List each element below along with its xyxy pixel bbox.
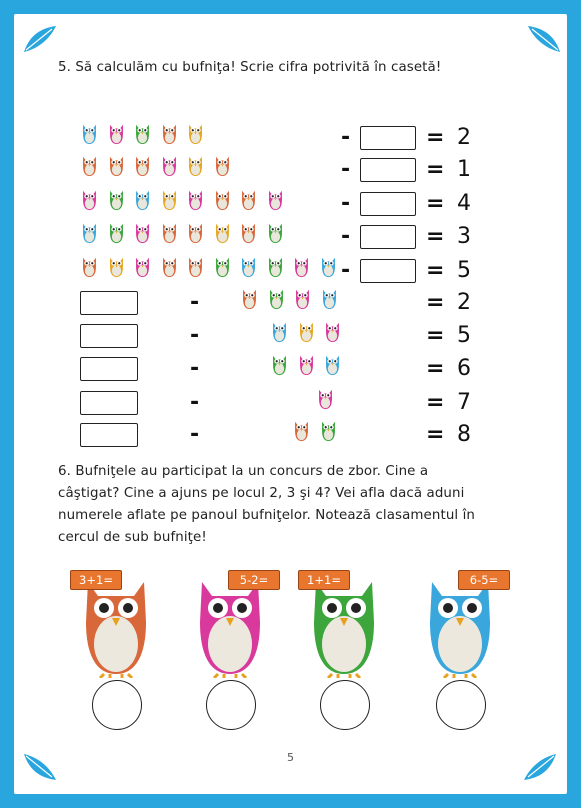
owl-icon — [80, 220, 99, 244]
owl-icon — [160, 153, 179, 177]
answer-box[interactable] — [80, 324, 138, 348]
owl-icon — [213, 153, 232, 177]
minus-sign: - — [190, 422, 200, 447]
owl-icon — [297, 319, 316, 343]
owl-icon — [239, 220, 258, 244]
equals-sign: = — [426, 323, 445, 348]
result-number: 1 — [457, 157, 471, 182]
answer-box[interactable] — [360, 126, 416, 150]
owl-icon — [270, 319, 289, 343]
result-number: 8 — [457, 422, 471, 447]
owl-icon — [133, 121, 152, 145]
owl-icon — [133, 254, 152, 278]
equals-sign: = — [426, 157, 445, 182]
owl-icon — [186, 187, 205, 211]
owl-icon — [320, 286, 339, 310]
owl-icon — [160, 121, 179, 145]
owl-icon — [266, 254, 285, 278]
answer-box[interactable] — [360, 259, 416, 283]
owl-icon — [240, 286, 259, 310]
owl-icon — [107, 121, 126, 145]
owl-icon — [160, 220, 179, 244]
owl-icon — [186, 153, 205, 177]
result-number: 2 — [457, 290, 471, 315]
owl-icon — [213, 220, 232, 244]
owl-icon — [107, 220, 126, 244]
owl-icon — [267, 286, 286, 310]
owl-icon — [270, 352, 289, 376]
math-sign: 1+1= — [298, 570, 350, 590]
minus-sign: - — [190, 323, 200, 348]
equals-sign: = — [426, 191, 445, 216]
equals-sign: = — [426, 422, 445, 447]
minus-sign: - — [341, 157, 351, 182]
owl-icon — [266, 187, 285, 211]
result-number: 4 — [457, 191, 471, 216]
owl-icon — [133, 220, 152, 244]
owl-icon — [293, 286, 312, 310]
answer-circle[interactable] — [206, 680, 256, 730]
owl-icon — [239, 254, 258, 278]
minus-sign: - — [341, 224, 351, 249]
owl-icon — [186, 121, 205, 145]
owl-icon — [107, 153, 126, 177]
page-number: 5 — [287, 751, 294, 764]
owl-icon — [160, 254, 179, 278]
math-sign: 5-2= — [228, 570, 280, 590]
owl-icon — [239, 187, 258, 211]
answer-box[interactable] — [360, 158, 416, 182]
equals-sign: = — [426, 125, 445, 150]
owl-icon — [80, 254, 99, 278]
owl-icon — [133, 187, 152, 211]
minus-sign: - — [190, 290, 200, 315]
minus-sign: - — [341, 258, 351, 283]
answer-box[interactable] — [80, 357, 138, 381]
leaf-decoration-icon — [22, 24, 58, 54]
owl-icon — [266, 220, 285, 244]
owl-icon — [323, 352, 342, 376]
owl-icon — [80, 153, 99, 177]
owl-icon — [213, 187, 232, 211]
owl-icon — [186, 220, 205, 244]
owl-icon — [186, 254, 205, 278]
owl-icon — [133, 153, 152, 177]
owl-icon — [107, 187, 126, 211]
equals-sign: = — [426, 258, 445, 283]
answer-box[interactable] — [360, 225, 416, 249]
owl-icon — [213, 254, 232, 278]
owl-icon — [80, 187, 99, 211]
task6-title-line: 6. Bufniţele au participat la un concurs de zbor. Cine a — [58, 464, 429, 479]
answer-box[interactable] — [80, 391, 138, 415]
result-number: 5 — [457, 258, 471, 283]
minus-sign: - — [190, 390, 200, 415]
leaf-decoration-icon — [526, 24, 562, 54]
minus-sign: - — [341, 125, 351, 150]
answer-circle[interactable] — [436, 680, 486, 730]
result-number: 7 — [457, 390, 471, 415]
result-number: 2 — [457, 125, 471, 150]
minus-sign: - — [341, 191, 351, 216]
equals-sign: = — [426, 390, 445, 415]
task6-title-line: numerele aflate pe panoul bufniţelor. Notează clasamentul în — [58, 508, 476, 523]
minus-sign: - — [190, 356, 200, 381]
result-number: 3 — [457, 224, 471, 249]
owl-icon — [80, 121, 99, 145]
math-sign: 6-5= — [458, 570, 510, 590]
task5-title: 5. Să calculăm cu bufniţa! Scrie cifra potrivită în casetă! — [58, 60, 442, 75]
answer-box[interactable] — [80, 423, 138, 447]
equals-sign: = — [426, 356, 445, 381]
result-number: 6 — [457, 356, 471, 381]
owl-icon — [319, 254, 338, 278]
equals-sign: = — [426, 224, 445, 249]
owl-icon — [323, 319, 342, 343]
owl-icon — [107, 254, 126, 278]
owl-icon — [292, 254, 311, 278]
owl-icon — [297, 352, 316, 376]
math-sign: 3+1= — [70, 570, 122, 590]
answer-box[interactable] — [80, 291, 138, 315]
answer-box[interactable] — [360, 192, 416, 216]
owl-icon — [316, 386, 335, 410]
answer-circle[interactable] — [320, 680, 370, 730]
task6-title-line: câştigat? Cine a ajuns pe locul 2, 3 şi 4? Vei afla dacă aduni — [58, 486, 465, 501]
owl-icon — [319, 418, 338, 442]
equals-sign: = — [426, 290, 445, 315]
result-number: 5 — [457, 323, 471, 348]
owl-icon — [292, 418, 311, 442]
answer-circle[interactable] — [92, 680, 142, 730]
owl-icon — [160, 187, 179, 211]
task6-title-line: cercul de sub bufniţe! — [58, 530, 207, 545]
